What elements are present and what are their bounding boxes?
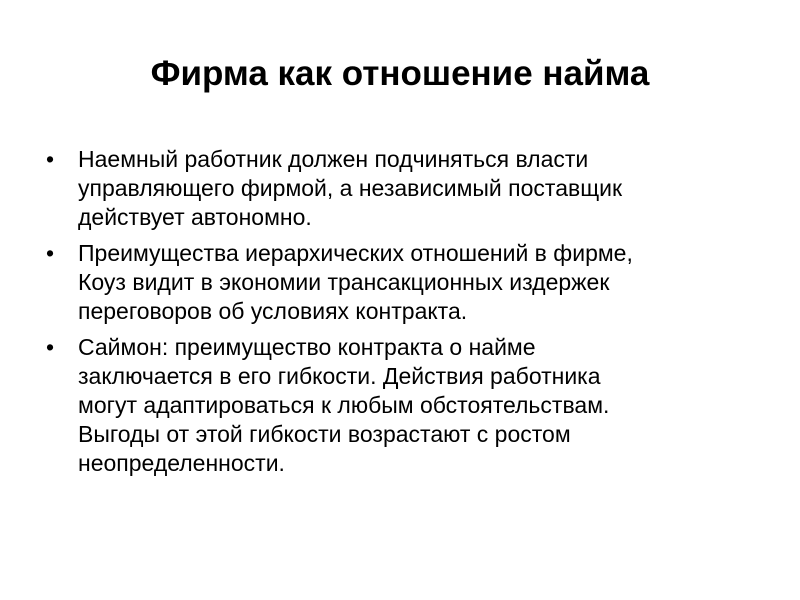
bullet-item-1 xyxy=(40,145,760,232)
bullet-text-line: управляющего фирмой, а независимый поставщик xyxy=(78,175,623,201)
slide-title: Фирма как отношение найма xyxy=(150,54,650,93)
bullet-text-line: заключается в его гибкости. Действия работника xyxy=(78,363,601,389)
bullet-text-line: Наемный работник должен подчиняться власти xyxy=(78,146,589,172)
bullet-text-line: переговоров об условиях контракта. xyxy=(78,298,468,324)
bullet-point-icon: • xyxy=(45,240,55,266)
bullet-point-icon: • xyxy=(45,146,55,172)
bullet-text-line: Саймон: преимущество контракта о найме xyxy=(78,334,536,360)
bullet-item-3 xyxy=(40,333,760,478)
bullet-list xyxy=(40,145,760,485)
bullet-text-line: Коуз видит в экономии трансакционных издержек xyxy=(78,269,610,295)
bullet-text-line: неопределенности. xyxy=(78,450,285,476)
bullet-item-2 xyxy=(40,239,760,326)
bullet-text-line: Выгоды от этой гибкости возрастают с ростом xyxy=(78,421,571,447)
bullet-text-line: могут адаптироваться к любым обстоятельствам. xyxy=(78,392,610,418)
bullet-text-line: действует автономно. xyxy=(78,204,312,230)
bullet-point-icon: • xyxy=(45,334,55,360)
bullet-text-line: Преимущества иерархических отношений в фирме, xyxy=(78,240,633,266)
